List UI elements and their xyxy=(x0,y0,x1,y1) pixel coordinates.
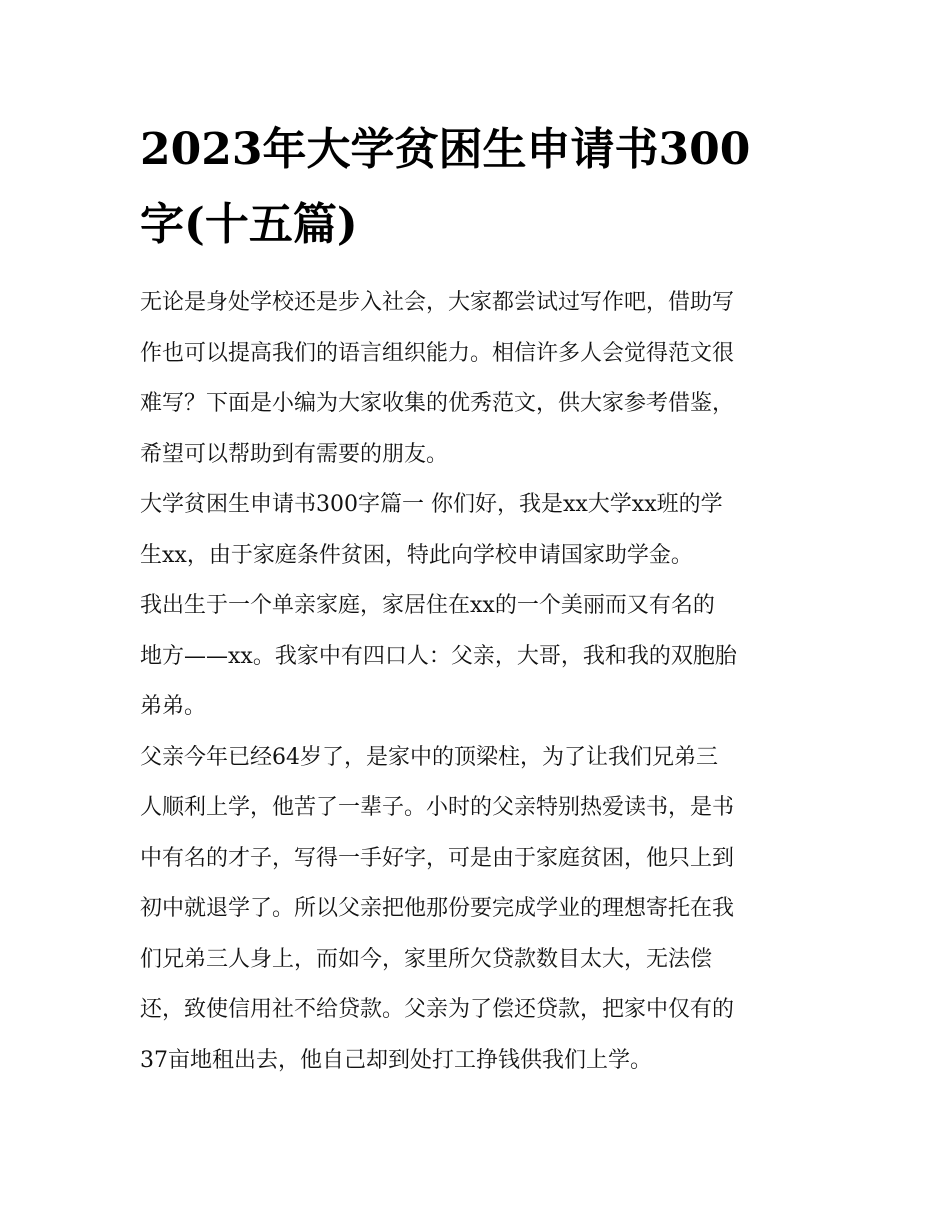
application-opening-paragraph xyxy=(140,480,815,581)
document-content xyxy=(140,112,815,1086)
text-line: 初中就退学了。所以父亲把他那份要完成学业的理想寄托在我 xyxy=(140,896,735,921)
text-line: 地方——xx。我家中有四口人：父亲，大哥，我和我的双胞胎 xyxy=(140,643,737,669)
text-line: 们兄弟三人身上，而如今，家里所欠贷款数目太大，无法偿 xyxy=(140,946,713,972)
title-line: 字(十五篇) xyxy=(140,199,358,250)
document-body xyxy=(140,278,815,1086)
text-line: 大学贫困生申请书300字篇一 你们好，我是xx大学xx班的学 xyxy=(140,492,723,517)
document-title xyxy=(140,112,815,262)
text-line: 无论是身处学校还是步入社会，大家都尝试过写作吧，借助写 xyxy=(140,290,735,315)
family-background-paragraph xyxy=(140,581,815,733)
text-line: 还，致使信用社不给贷款。父亲为了偿还贷款，把家中仅有的 xyxy=(140,997,735,1022)
text-line: 弟弟。 xyxy=(140,694,207,719)
intro-paragraph xyxy=(140,278,815,480)
title-line: 2023年大学贫困生申请书300 xyxy=(140,124,751,175)
text-line: 生xx，由于家庭条件贫困，特此向学校申请国家助学金。 xyxy=(140,542,693,568)
father-paragraph xyxy=(140,733,815,1087)
text-line: 37亩地租出去，他自己却到处打工挣钱供我们上学。 xyxy=(140,1047,652,1073)
text-line: 我出生于一个单亲家庭，家居住在xx的一个美丽而又有名的 xyxy=(140,593,715,618)
text-line: 人顺利上学，他苦了一辈子。小时的父亲特别热爱读书，是书 xyxy=(140,795,735,820)
text-line: 中有名的才子，写得一手好字，可是由于家庭贫困，他只上到 xyxy=(140,845,735,871)
text-line: 难写？下面是小编为大家收集的优秀范文，供大家参考借鉴， xyxy=(140,391,735,416)
text-line: 希望可以帮助到有需要的朋友。 xyxy=(140,441,449,467)
text-line: 作也可以提高我们的语言组织能力。相信许多人会觉得范文很 xyxy=(140,340,735,366)
text-line: 父亲今年已经64岁了，是家中的顶梁柱，为了让我们兄弟三 xyxy=(140,744,718,770)
